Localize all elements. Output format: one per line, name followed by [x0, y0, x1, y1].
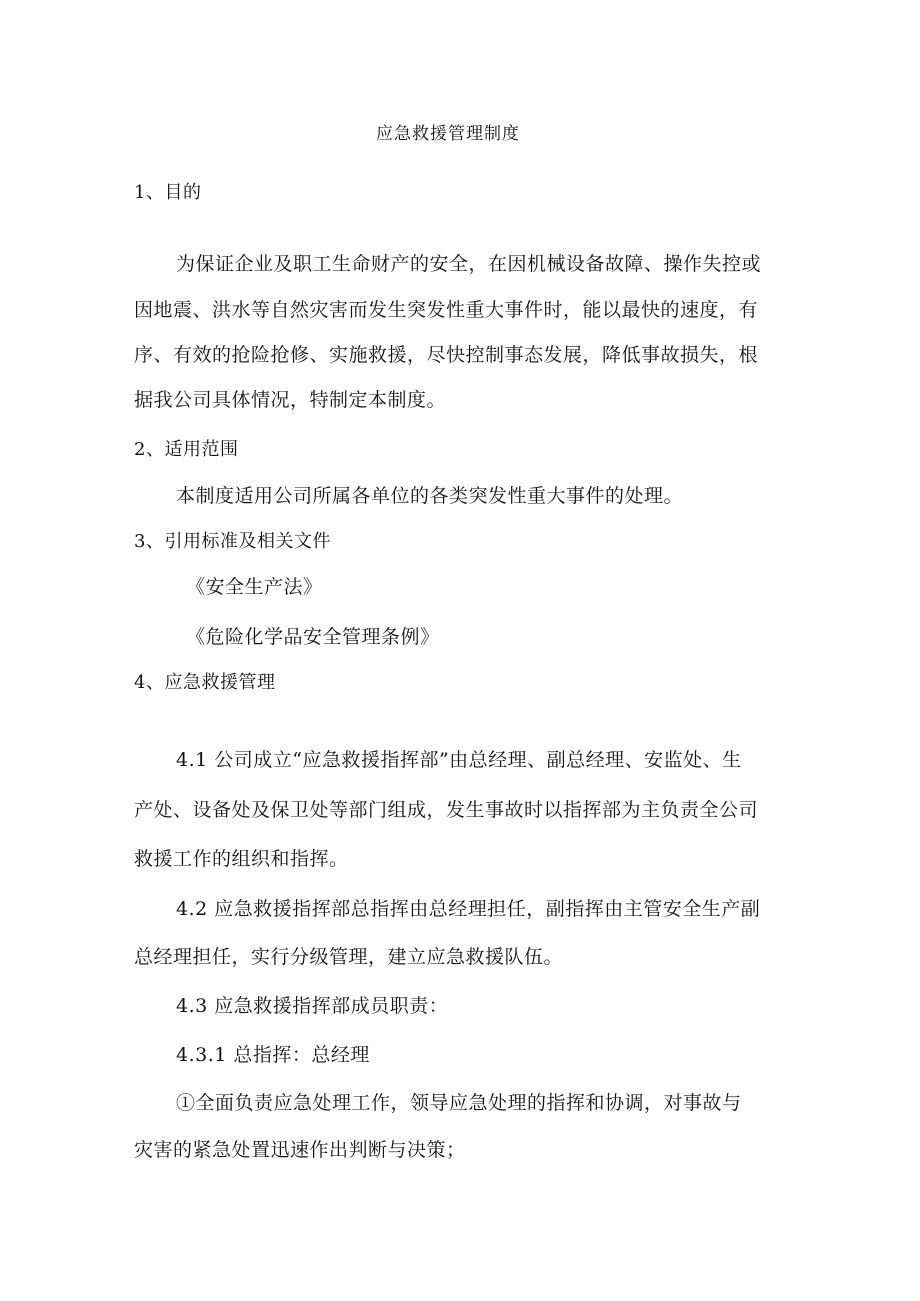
document-title: 应急救援管理制度 [376, 124, 520, 144]
section-2-line-1: 本制度适用公司所属各单位的各类突发性重大事件的处理。 [176, 485, 684, 507]
section-4-line-6: 4.3 应急救援指挥部成员职责： [176, 995, 449, 1017]
section-4-line-4: 4.2 应急救援指挥部总指挥由总经理担任，副指挥由主管安全生产副 [176, 898, 761, 920]
section-4-line-9: 灾害的紧急处置迅速作出判断与决策； [134, 1139, 466, 1161]
section-4-line-5: 总经理担任，实行分级管理，建立应急救援队伍。 [134, 946, 564, 968]
section-3-line-2: 《危险化学品安全管理条例》 [186, 626, 440, 648]
section-4-line-3: 救援工作的组织和指挥。 [134, 848, 349, 870]
section-3-line-1: 《安全生产法》 [186, 576, 323, 598]
section-4-heading: 4、应急救援管理 [134, 672, 276, 693]
section-4-line-1: 4.1 公司成立“应急救援指挥部”由总经理、副总经理、安监处、生 [176, 749, 742, 771]
section-1-line-2: 因地震、洪水等自然灾害而发生突发性重大事件时，能以最快的速度，有 [134, 299, 759, 321]
section-1-line-4: 据我公司具体情况，特制定本制度。 [134, 389, 447, 411]
section-1-line-1: 为保证企业及职工生命财产的安全，在因机械设备故障、操作失控或 [176, 253, 762, 275]
section-4-line-7: 4.3.1 总指挥：总经理 [176, 1044, 370, 1066]
section-1-line-3: 序、有效的抢险抢修、实施救援，尽快控制事态发展，降低事故损失，根 [134, 344, 759, 366]
section-3-heading: 3、引用标准及相关文件 [134, 531, 331, 552]
section-4-line-2: 产处、设备处及保卫处等部门组成，发生事故时以指挥部为主负责全公司 [134, 799, 759, 821]
section-4-line-8: ①全面负责应急处理工作，领导应急处理的指挥和协调，对事故与 [176, 1092, 742, 1114]
section-2-heading: 2、适用范围 [134, 439, 239, 460]
section-1-heading: 1、目的 [134, 182, 202, 203]
